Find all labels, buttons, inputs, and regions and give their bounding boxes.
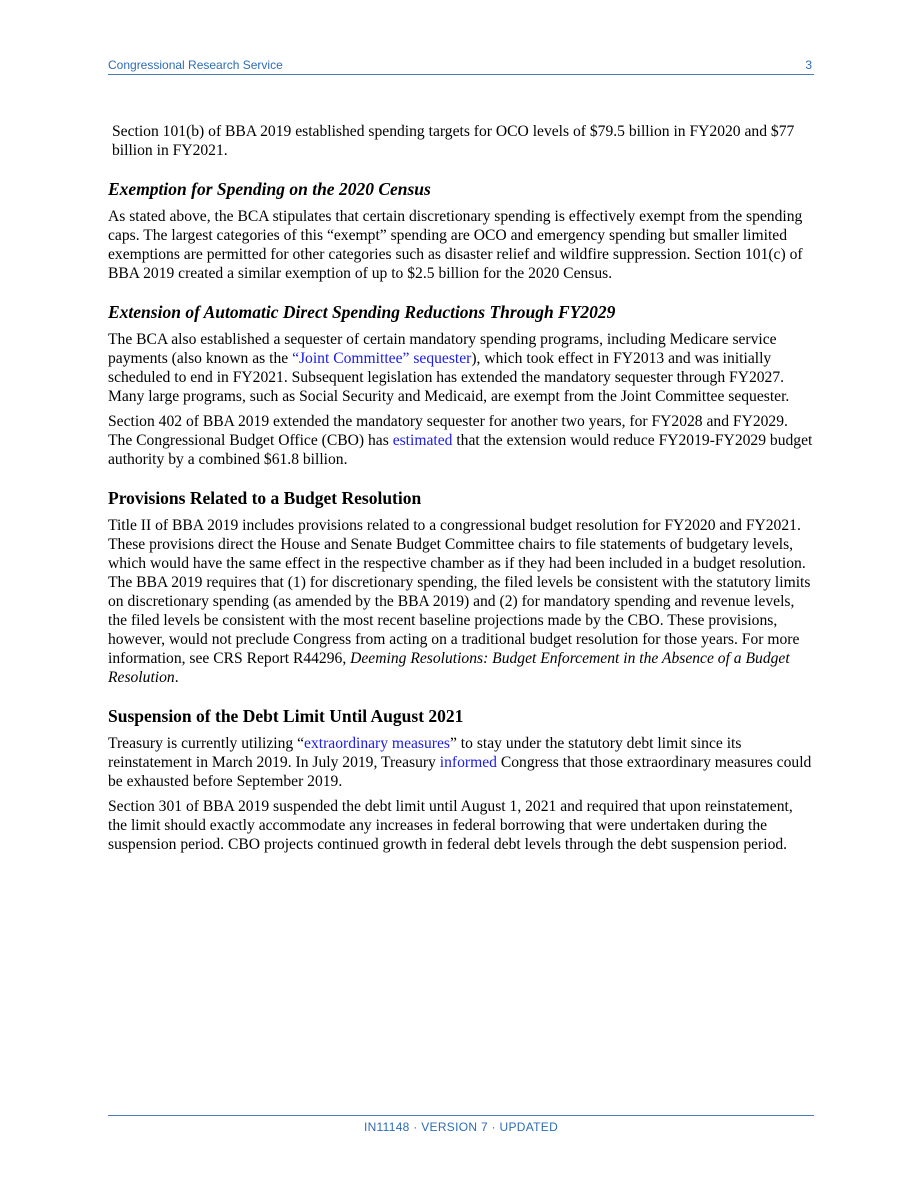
treasury-informed-link[interactable]: informed: [439, 754, 497, 771]
text-span: Title II of BBA 2019 includes provisions related to a congressional budget resolution for FY2020 and FY2021. These provisions direct the House and Senate Budget Committee chairs to file statements of budgetary levels, which would have the same effect in the respective chamber as if they had been included in a budget resolution. The BBA 2019 requires that (1) for discretionary spending, the filed levels be consistent with the statutory limits on discretionary spending (as amended by the BBA 2019) and (2) for mandatory spending and revenue levels, the filed levels be consistent with the most recent baseline projections made by the CBO. These provisions, however, would not preclude Congress from acting on a traditional budget resolution for those years. For more information, see CRS Report R44296,: [108, 517, 811, 667]
footer-divider: [108, 1115, 814, 1116]
text-span: Congress that those extraordinary measures could be exhausted before September 2019.: [108, 754, 812, 790]
document-body: [108, 122, 814, 860]
heading-census-exemption: Exemption for Spending on the 2020 Census: [108, 179, 431, 199]
paragraph-extraordinary-measures: [108, 734, 814, 791]
paragraph-sequester-extension: [108, 412, 814, 469]
extraordinary-measures-link[interactable]: extraordinary measures: [304, 735, 450, 752]
paragraph-oco-targets: Section 101(b) of BBA 2019 established spending targets for OCO levels of $79.5 billion in FY2020 and $77 billion in FY2021.: [112, 123, 795, 159]
page-footer: IN11148 · VERSION 7 · UPDATED: [363, 1120, 559, 1134]
header-org-name: Congressional Research Service: [108, 58, 283, 72]
page-header: [108, 58, 814, 75]
paragraph-debt-suspension: Section 301 of BBA 2019 suspended the debt limit until August 1, 2021 and required that upon reinstatement, the limit should exactly accommodate any increases in federal borrowing that were undertaken during the suspension period. CBO projects continued growth in federal debt levels through the debt suspension period.: [108, 798, 793, 853]
heading-budget-resolution: Provisions Related to a Budget Resolution: [108, 488, 422, 508]
paragraph-budget-resolution: [108, 516, 814, 687]
text-span: .: [174, 669, 179, 686]
text-span: The BCA also established a sequester of certain mandatory spending programs, including Medicare service payments (also known as the: [108, 331, 777, 367]
report-title-italic: Deeming Resolutions: Budget Enforcement in the Absence of a Budget Resolution: [108, 650, 790, 686]
paragraph-sequester-background: [108, 330, 814, 406]
text-span: Section 402 of BBA 2019 extended the mandatory sequester for another two years, for FY2028 and FY2029. The Congressional Budget Office (CBO) has: [108, 413, 788, 449]
cbo-estimated-link[interactable]: estimated: [392, 432, 453, 449]
paragraph-census-exemption: As stated above, the BCA stipulates that certain discretionary spending is effectively exempt from the spending caps. The largest categories of this “exempt” spending are OCO and emergency spending but smaller limited exemptions are permitted for other categories such as disaster relief and wildfire suppression. Section 101(c) of BBA 2019 created a similar exemption of up to $2.5 billion for the 2020 Census.: [108, 208, 803, 282]
text-span: ” to stay under the statutory debt limit since its reinstatement in March 2019. In July 2019, Treasury: [108, 735, 742, 771]
joint-committee-sequester-link[interactable]: “Joint Committee” sequester: [292, 350, 472, 367]
text-span: Treasury is currently utilizing “: [108, 735, 305, 752]
header-page-number: 3: [805, 58, 812, 72]
heading-direct-spending-extension: Extension of Automatic Direct Spending Reductions Through FY2029: [108, 302, 616, 322]
text-span: ), which took effect in FY2013 and was initially scheduled to end in FY2021. Subsequent legislation has extended the mandatory sequester through FY2027. Many large programs, such as Social Security and Medicaid, are exempt from the Joint Committee sequester.: [108, 350, 790, 405]
text-span: that the extension would reduce FY2019-FY2029 budget authority by a combined $61.8 billion.: [108, 432, 813, 468]
heading-debt-limit: Suspension of the Debt Limit Until August 2021: [108, 706, 464, 726]
